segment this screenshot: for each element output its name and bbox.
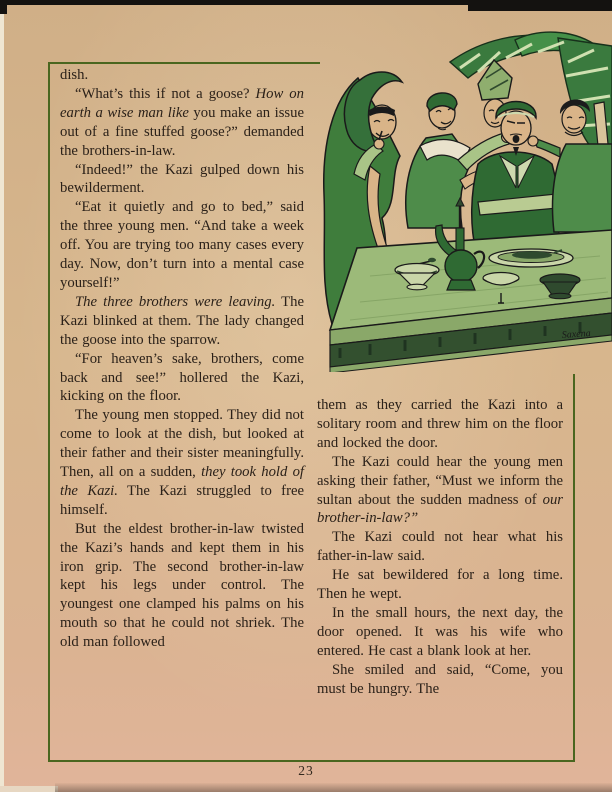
paragraph: “Indeed!” the Kazi gulped down his bewilderment. (60, 161, 304, 197)
oval-platter (489, 249, 573, 267)
paragraph: The Kazi could hear the young men asking their father, “Must we inform the sultan about the sudden madness of our brother-in-law?” (317, 453, 563, 527)
paragraph: She smiled and said, “Come, you must be hungry. The (317, 661, 563, 697)
paragraph: In the small hours, the next day, the door opened. It was his wife who entered. He cast a blank look at her. (317, 604, 563, 659)
paragraph: He sat bewildered for a long time. Then he wept. (317, 567, 563, 603)
scan-bottom-shadow (55, 783, 612, 792)
text-frame-right (573, 374, 575, 762)
scan-top-strip-right (468, 0, 612, 11)
artist-signature: Saxena (561, 328, 592, 341)
paragraph: “Eat it quietly and go to bed,” said the three young men. “And take a week off. You are trying too many cases every day. Now, don’t turn into a mental case yourself!” (60, 199, 304, 291)
paragraph: The Kazi could not hear what his father-in-law said. (317, 529, 563, 565)
page-number: 23 (298, 763, 314, 778)
right-text-column (317, 396, 563, 699)
paragraph: dish. (60, 67, 89, 83)
kazi-figure (472, 102, 560, 253)
story-illustration (310, 16, 612, 372)
banquet-table (330, 230, 612, 372)
paragraph: “For heaven’s sake, brothers, come back and see!” hollered the Kazi, kicking on the floor. (60, 350, 304, 405)
paragraph: them as they carried the Kazi into a solitary room and threw him on the floor and locked the door. (317, 397, 563, 451)
paragraph: The young men stopped. They did not come to look at the dish, but looked at their father and their sister meaningfully. Then, all on a sudden, they took hold of the Kazi. The Kazi struggled to free himself. (60, 407, 305, 518)
paragraph: But the eldest brother-in-law twisted the Kazi’s hands and kept them in his iron grip. The second brother-in-law kept his legs under control. The youngest one clamped his palms on his mouth so that he could not shriek. The old man followed (60, 520, 304, 651)
text-frame-top (48, 62, 320, 64)
page-edge (0, 0, 4, 792)
left-text-column (60, 66, 304, 652)
scan-corner-notch (0, 0, 7, 14)
paragraph: The three brothers were leaving. The Kazi blinked at them. The lady changed the goose into the sparrow. (60, 293, 304, 348)
paragraph: “What’s this if not a goose? How on earth a wise man like you make an issue out of a fine stuffed goose?” demanded the brothers-in-law. (60, 85, 304, 159)
text-frame-bottom (48, 760, 575, 762)
text-frame-left (48, 62, 50, 762)
page-bottom-edge (0, 786, 58, 792)
